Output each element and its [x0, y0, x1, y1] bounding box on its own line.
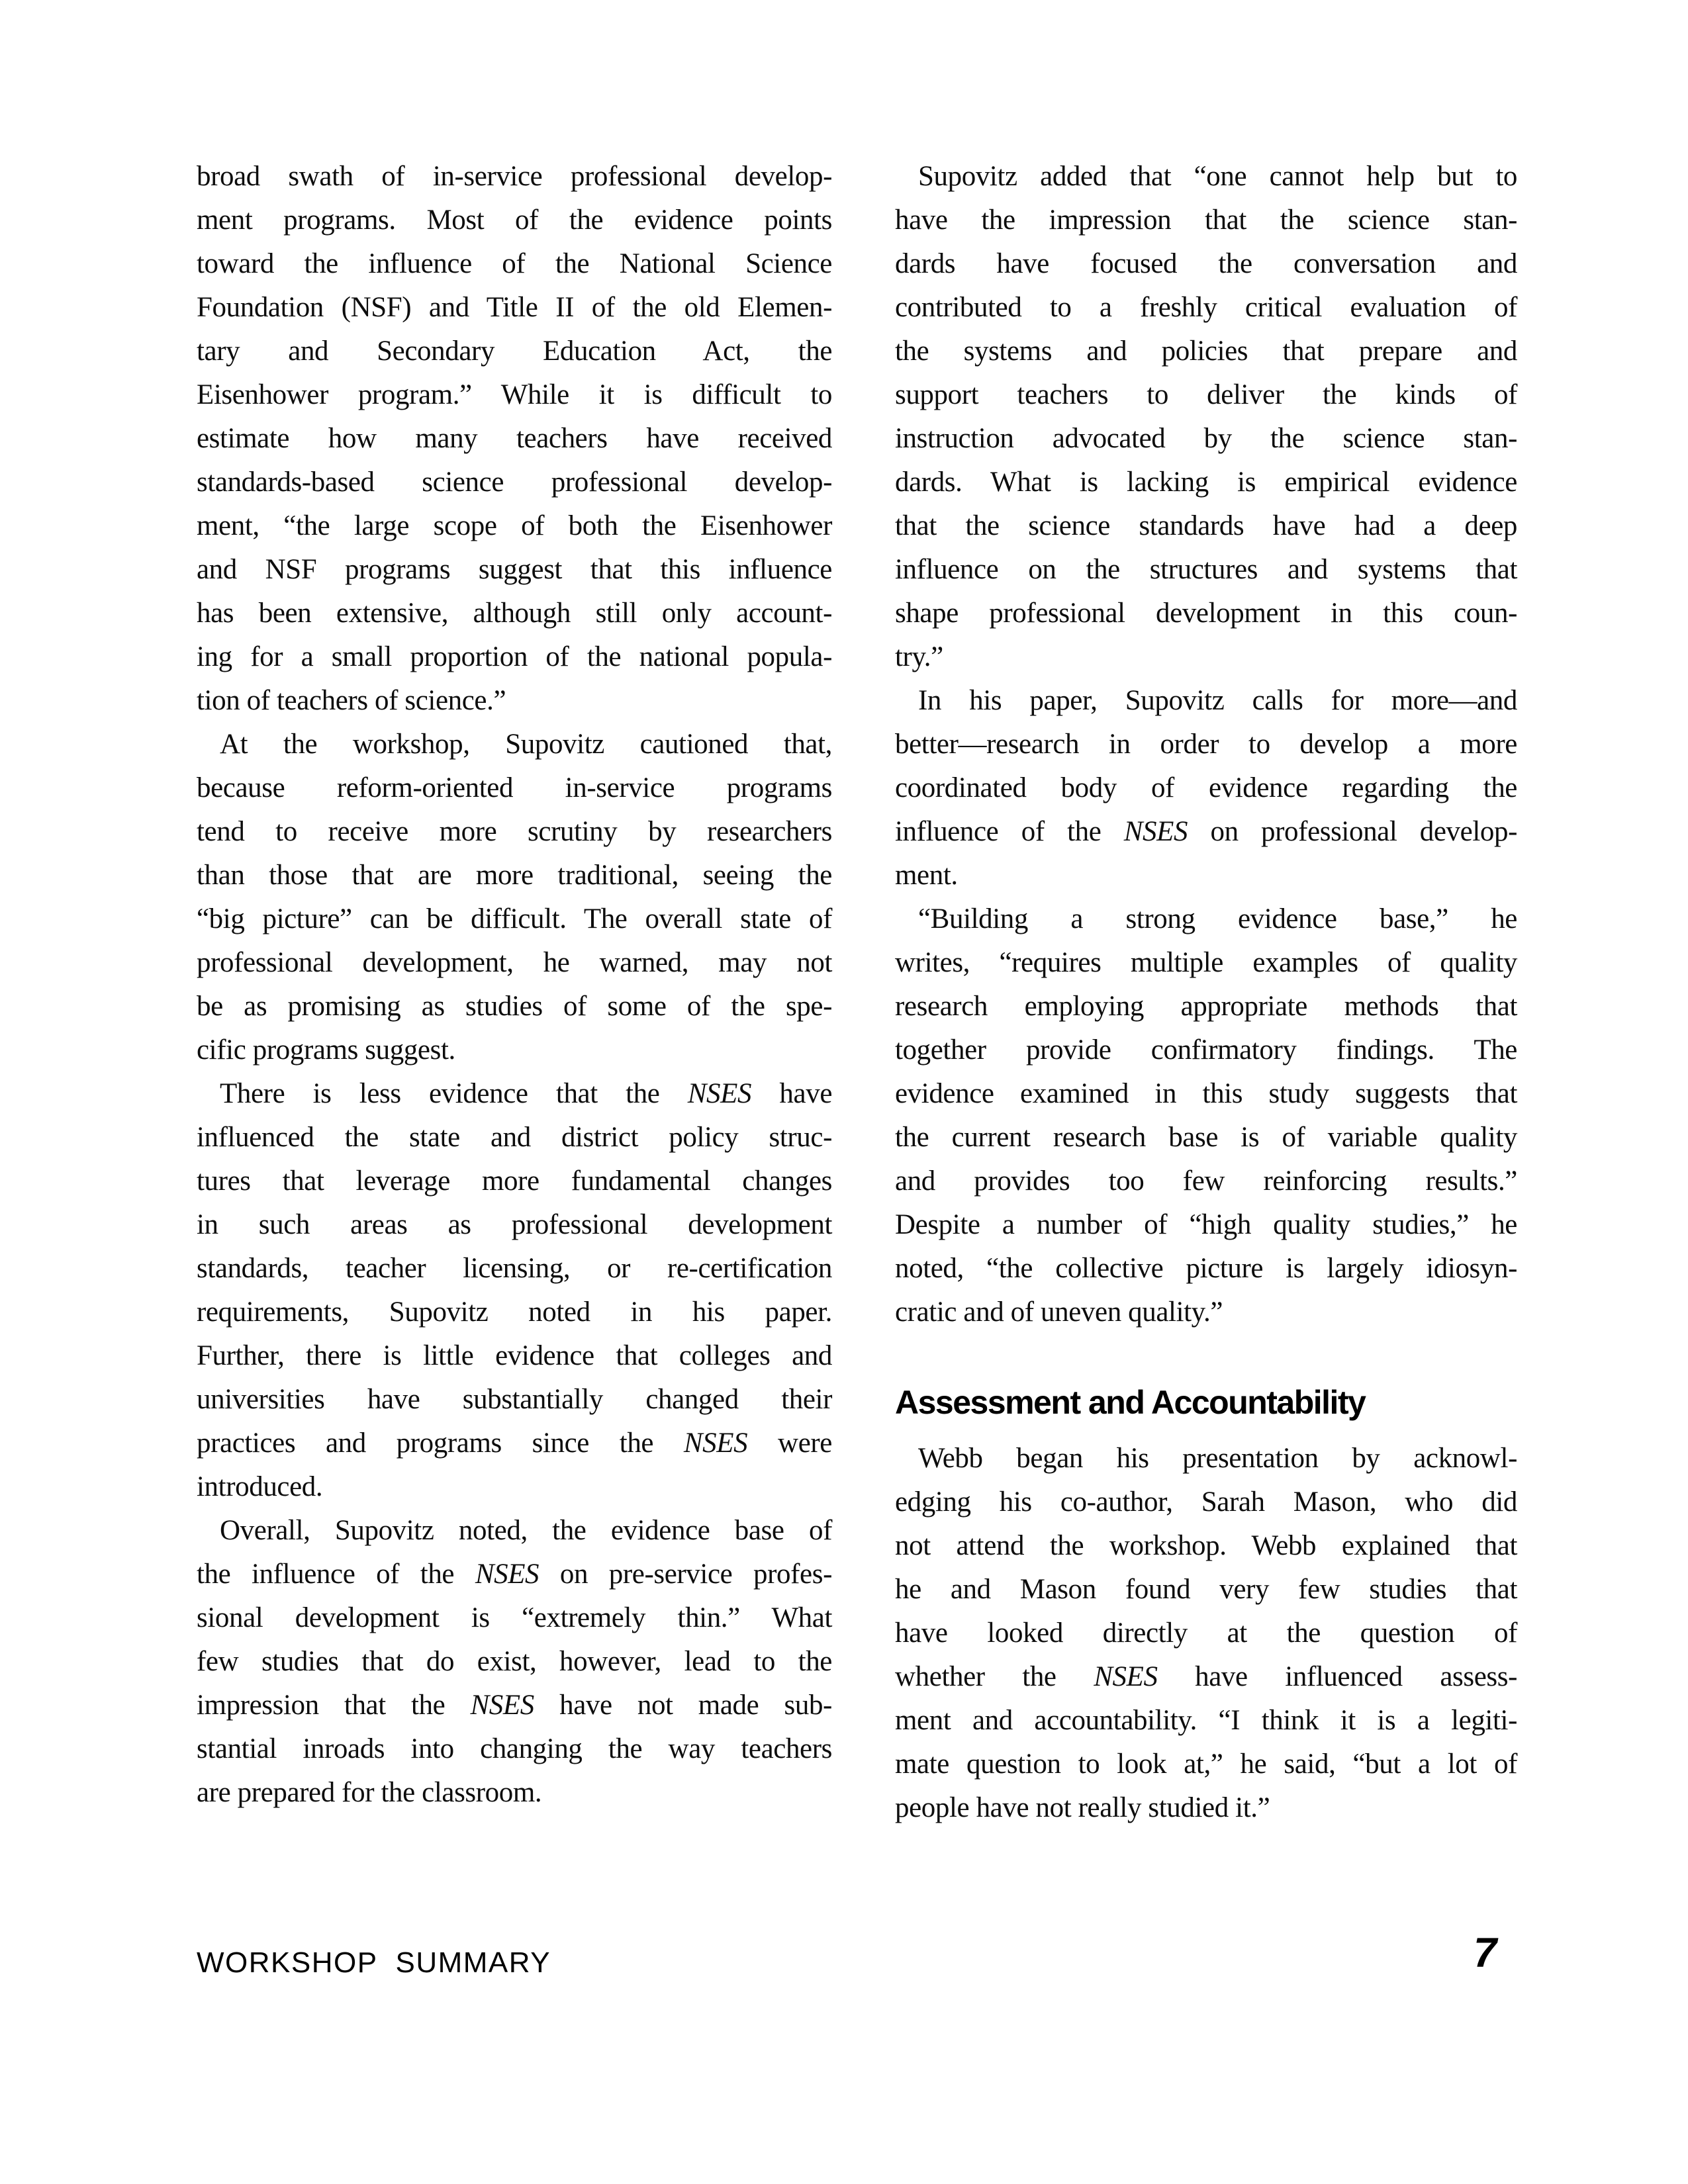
section-heading: Assessment and Accountability [895, 1384, 1366, 1421]
text-line: support teachers to deliver the kinds of [895, 379, 1517, 410]
text-line: standards, teacher licensing, or re-certification [197, 1253, 832, 1284]
text-line: standards-based science professional develop- [197, 467, 832, 498]
text-line: universities have substantially changed their [197, 1384, 832, 1415]
text-line: have the impression that the science stan- [895, 205, 1517, 236]
text-line: the systems and policies that prepare and [895, 336, 1517, 367]
text-line: better—research in order to develop a more [895, 729, 1517, 760]
text-line: tend to receive more scrutiny by researchers [197, 816, 832, 847]
text-line: dards have focused the conversation and [895, 248, 1517, 279]
text-line: and NSF programs suggest that this influence [197, 554, 832, 585]
text-line: in such areas as professional development [197, 1209, 832, 1240]
text-line: influence of the NSES on professional develop- [895, 816, 1517, 847]
text-line: professional development, he warned, may not [197, 947, 832, 978]
text-line: In his paper, Supovitz calls for more—and [918, 685, 1517, 716]
text-line: cific programs suggest. [197, 1034, 455, 1066]
text-line: not attend the workshop. Webb explained that [895, 1530, 1517, 1561]
text-line: has been extensive, although still only account- [197, 598, 832, 629]
text-line: toward the influence of the National Science [197, 248, 832, 279]
text-line: be as promising as studies of some of the spe- [197, 991, 832, 1022]
text-line: impression that the NSES have not made sub- [197, 1690, 832, 1721]
text-line: Overall, Supovitz noted, the evidence base of [220, 1515, 832, 1546]
text-line: than those that are more traditional, seeing the [197, 860, 832, 891]
text-line: he and Mason found very few studies that [895, 1574, 1517, 1605]
text-line: and provides too few reinforcing results.” [895, 1165, 1517, 1197]
page-number: 7 [1474, 1930, 1497, 1976]
text-line: stantial inroads into changing the way teachers [197, 1733, 832, 1764]
text-line: ment and accountability. “I think it is a legiti- [895, 1705, 1517, 1736]
text-line: Further, there is little evidence that colleges and [197, 1340, 832, 1371]
text-line: practices and programs since the NSES were [197, 1428, 832, 1459]
text-line: mate question to look at,” he said, “but a lot of [895, 1749, 1517, 1780]
text-line: whether the NSES have influenced assess- [895, 1661, 1517, 1692]
text-line: influenced the state and district policy struc- [197, 1122, 832, 1153]
text-line: tion of teachers of science.” [197, 685, 506, 716]
text-line: ment programs. Most of the evidence points [197, 205, 832, 236]
text-line: “Building a strong evidence base,” he [918, 903, 1517, 934]
text-line: because reform-oriented in-service programs [197, 772, 832, 803]
text-line: coordinated body of evidence regarding the [895, 772, 1517, 803]
text-line: noted, “the collective picture is largely idiosyn- [895, 1253, 1517, 1284]
text-line: Supovitz added that “one cannot help but to [918, 161, 1517, 192]
text-line: requirements, Supovitz noted in his paper. [197, 1297, 832, 1328]
text-line: At the workshop, Supovitz cautioned that, [220, 729, 832, 760]
text-line: people have not really studied it.” [895, 1792, 1270, 1823]
text-line: broad swath of in-service professional develop- [197, 161, 832, 192]
text-line: contributed to a freshly critical evaluation of [895, 292, 1517, 323]
text-line: together provide confirmatory findings. The [895, 1034, 1517, 1066]
text-line: few studies that do exist, however, lead to the [197, 1646, 832, 1677]
running-footer: WORKSHOP SUMMARY [197, 1946, 551, 1979]
text-line: There is less evidence that the NSES have [220, 1078, 832, 1109]
text-line: Webb began his presentation by acknowl- [918, 1443, 1517, 1474]
text-line: ment. [895, 860, 958, 891]
text-line: Eisenhower program.” While it is difficult to [197, 379, 832, 410]
text-line: dards. What is lacking is empirical evidence [895, 467, 1517, 498]
text-line: introduced. [197, 1471, 323, 1502]
text-line: that the science standards have had a deep [895, 510, 1517, 541]
text-line: influence on the structures and systems that [895, 554, 1517, 585]
text-line: estimate how many teachers have received [197, 423, 832, 454]
text-line: the influence of the NSES on pre-service profes- [197, 1559, 832, 1590]
text-line: Despite a number of “high quality studies,” he [895, 1209, 1517, 1240]
text-line: “big picture” can be difficult. The overall state of [197, 903, 832, 934]
text-column-left [197, 155, 832, 1815]
text-line: tures that leverage more fundamental changes [197, 1165, 832, 1197]
text-line: writes, “requires multiple examples of quality [895, 947, 1517, 978]
text-line: evidence examined in this study suggests that [895, 1078, 1517, 1109]
text-line: have looked directly at the question of [895, 1617, 1517, 1649]
text-line: ment, “the large scope of both the Eisenhower [197, 510, 832, 541]
text-line: the current research base is of variable quality [895, 1122, 1517, 1153]
text-line: shape professional development in this coun- [895, 598, 1517, 629]
text-line: try.” [895, 641, 943, 672]
text-line: sional development is “extremely thin.” What [197, 1602, 832, 1633]
text-line: tary and Secondary Education Act, the [197, 336, 832, 367]
text-column-right [895, 155, 1517, 1830]
text-line: ing for a small proportion of the national popula- [197, 641, 832, 672]
text-line: Foundation (NSF) and Title II of the old Elemen- [197, 292, 832, 323]
text-line: edging his co-author, Sarah Mason, who did [895, 1486, 1517, 1518]
text-line: cratic and of uneven quality.” [895, 1297, 1223, 1328]
text-line: instruction advocated by the science stan- [895, 423, 1517, 454]
text-line: are prepared for the classroom. [197, 1777, 542, 1808]
text-line: research employing appropriate methods that [895, 991, 1517, 1022]
